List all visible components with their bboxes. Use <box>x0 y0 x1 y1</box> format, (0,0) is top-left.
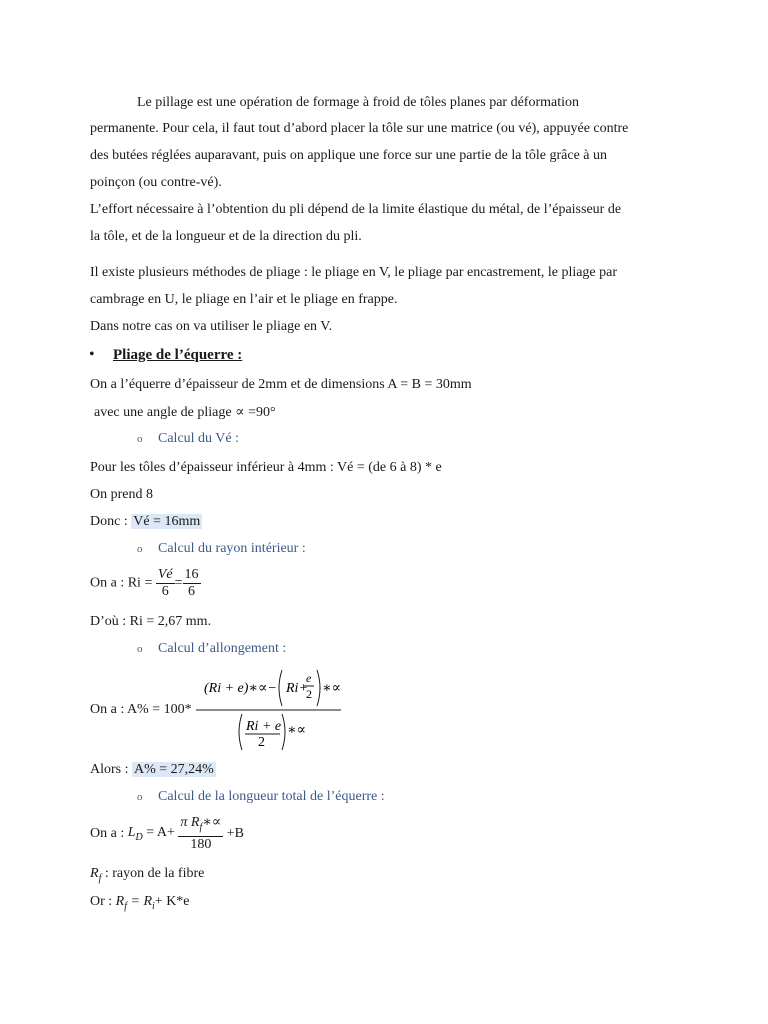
paragraph-line: Il existe plusieurs méthodes de pliage : le pliage en V, le pliage par encastrement, le pliage par <box>90 265 618 280</box>
formula-part: + K*e <box>154 894 190 909</box>
rf-subscript: f <box>98 872 102 884</box>
denominator-tail: ∗∝ <box>287 723 306 738</box>
ld-symbol: L <box>127 825 136 840</box>
paragraph-line: L’effort nécessaire à l’obtention du pli dépend de la limite élastique du métal, de l’épaisseur de <box>90 202 622 217</box>
paragraph-line: D’où : Ri = 2,67 mm. <box>90 614 212 629</box>
subheading-allongement <box>137 640 286 658</box>
subheading-label: Calcul d’allongement : <box>158 641 287 656</box>
circle-bullet-icon: o <box>137 643 143 655</box>
fraction-denominator: 6 <box>188 584 196 599</box>
paragraph-line: Dans notre cas on va utiliser le pliage en V. <box>90 319 333 334</box>
formula-part: = R <box>127 894 153 909</box>
paragraph-line: Pour les tôles d’épaisseur inférieur à 4mm : Vé = (de 6 à 8) * e <box>90 460 442 475</box>
fraction <box>183 567 201 600</box>
definition-line <box>90 865 204 888</box>
formula-numerator-mid: Ri+ <box>286 681 308 696</box>
subheading-label: Calcul du rayon intérieur : <box>158 541 306 556</box>
subheading-longueur <box>137 788 385 806</box>
fraction-numerator <box>178 815 223 837</box>
formula-longueur <box>90 815 244 853</box>
fraction <box>156 567 175 600</box>
fraction <box>178 815 223 853</box>
paragraph-line: On prend 8 <box>90 487 153 502</box>
subheading-label: Calcul de la longueur total de l’équerre : <box>158 789 385 804</box>
formula-label: On a : Ri = <box>90 575 156 591</box>
allongement-formula <box>196 664 346 754</box>
circle-bullet-icon: o <box>137 543 143 555</box>
fraction-numerator: Vé <box>157 567 173 582</box>
paragraph-line: Le pillage est une opération de formage à froid de tôles planes par déformation <box>137 95 579 110</box>
result-label: Alors : <box>90 762 132 777</box>
circle-bullet-icon: o <box>137 433 143 445</box>
formula-part: +B <box>223 825 244 841</box>
paragraph-line: la tôle, et de la longueur et de la direction du pli. <box>90 229 362 244</box>
small-frac-numerator: e <box>306 671 312 685</box>
ld-subscript: D <box>135 831 143 843</box>
definition-text: : rayon de la fibre <box>101 866 205 881</box>
paragraph-line: poinçon (ou contre-vé). <box>90 175 222 190</box>
paragraph-line: cambrage en U, le pliage en l’air et le pliage en frappe. <box>90 292 398 307</box>
subheading-rayon <box>137 540 306 558</box>
rf-subscript: f <box>124 900 128 912</box>
result-line <box>90 761 216 779</box>
subheading-label: Calcul du Vé : <box>158 431 240 446</box>
paragraph-line: permanente. Pour cela, il faut tout d’abord placer la tôle sur une matrice (ou vé), appuyée contre <box>90 121 629 136</box>
subheading-ve <box>137 430 239 448</box>
formula-label: On a : A% = 100* <box>90 702 192 717</box>
formula-part: ∗∝ <box>202 815 222 830</box>
formula-label: On a : <box>90 825 128 841</box>
equals-sign: = <box>174 575 183 591</box>
circle-bullet-icon: o <box>137 791 143 803</box>
fraction-numerator: 16 <box>184 567 199 582</box>
formula-or <box>90 893 190 916</box>
highlighted-result: Vé = 16mm <box>133 514 201 529</box>
rf-symbol: R <box>90 866 99 881</box>
formula-label: Or : <box>90 894 116 909</box>
formula-numerator-right: ∗∝ <box>322 681 341 696</box>
denominator-denominator: 2 <box>258 735 265 750</box>
fraction-denominator: 180 <box>190 836 212 852</box>
formula-numerator-left: (Ri + e)∗∝− <box>204 681 277 696</box>
section-heading: Pliage de l’équerre : <box>113 347 243 363</box>
formula-part: = A+ <box>142 825 179 840</box>
paragraph-line: des butées réglées auparavant, puis on applique une force sur une partie de la tôle grâce à un <box>90 148 608 163</box>
ri-subscript: i <box>152 900 155 912</box>
highlighted-result: A% = 27,24% <box>134 762 214 777</box>
denominator-numerator: Ri + e <box>246 719 282 734</box>
formula-part: π R <box>180 815 200 830</box>
paragraph-line: avec une angle de pliage ∝ =90° <box>94 405 276 420</box>
paragraph-line: On a l’équerre d’épaisseur de 2mm et de dimensions A = B = 30mm <box>90 377 472 392</box>
paren-right <box>282 714 285 750</box>
small-frac-denominator: 2 <box>306 687 312 701</box>
fraction-denominator: 6 <box>161 584 169 599</box>
rf-symbol: R <box>115 894 125 909</box>
paren-left <box>279 670 282 706</box>
paren-left <box>239 714 242 750</box>
result-label: Donc : <box>90 514 132 529</box>
result-line <box>90 513 202 531</box>
formula-rayon <box>90 567 201 600</box>
paren-right <box>317 670 320 706</box>
rf-subscript: f <box>199 821 203 833</box>
bullet-icon: • <box>89 346 95 363</box>
